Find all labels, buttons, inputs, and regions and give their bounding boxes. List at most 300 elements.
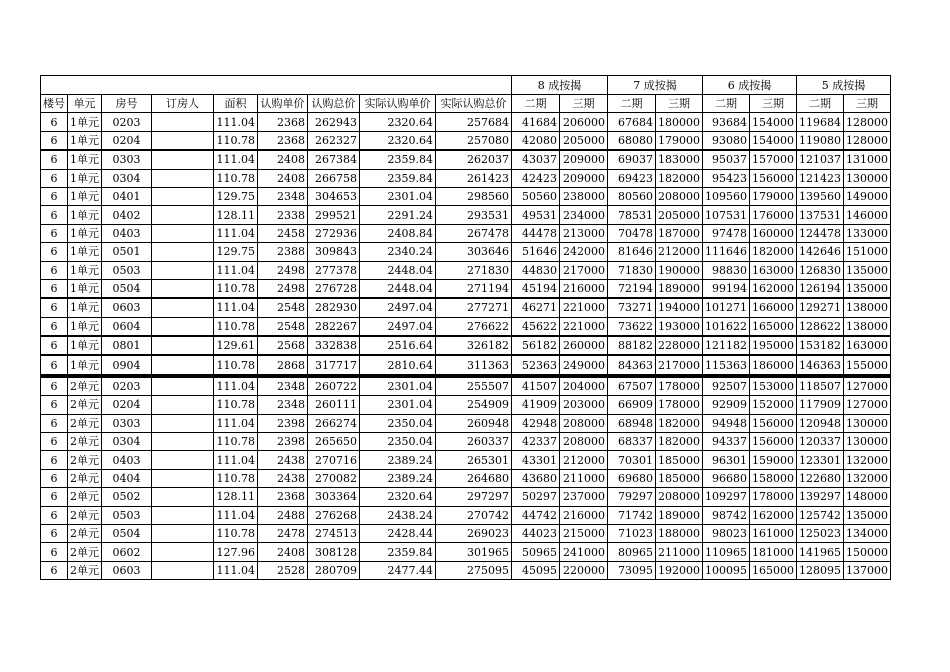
cell-p7-phase3: 188000	[656, 524, 703, 542]
cell-area: 111.04	[214, 298, 258, 317]
cell-p7-phase2: 71830	[608, 261, 656, 279]
cell-p5-phase2: 119684	[797, 113, 844, 131]
cell-p7-phase2: 71742	[608, 506, 656, 524]
cell-room: 0203	[102, 376, 152, 396]
cell-room: 0204	[102, 131, 152, 150]
table-row	[41, 488, 891, 506]
cell-p8-phase2: 41909	[512, 396, 560, 414]
cell-p8-phase2: 41507	[512, 376, 560, 396]
table-row	[41, 279, 891, 298]
cell-p5-phase3: 149000	[844, 187, 891, 205]
cell-p6-phase3: 154000	[750, 131, 797, 150]
cell-p5-phase2: 124478	[797, 224, 844, 242]
cell-p7-phase2: 69037	[608, 150, 656, 169]
cell-actual-unit-price: 2301.04	[360, 396, 436, 414]
cell-p8-phase2: 42337	[512, 433, 560, 451]
cell-p8-phase2: 45622	[512, 317, 560, 336]
cell-unit-price: 2368	[258, 131, 308, 150]
cell-building: 6	[41, 243, 68, 261]
header-phase2: 二期	[797, 95, 844, 113]
cell-p6-phase3: 157000	[750, 150, 797, 169]
cell-room: 0502	[102, 488, 152, 506]
cell-actual-total-price: 261423	[436, 169, 512, 187]
cell-actual-total-price: 311363	[436, 355, 512, 375]
cell-buyer	[152, 298, 214, 317]
cell-building: 6	[41, 336, 68, 355]
cell-p8-phase2: 46271	[512, 298, 560, 317]
cell-area: 110.78	[214, 317, 258, 336]
cell-room: 0204	[102, 396, 152, 414]
cell-p5-phase2: 126830	[797, 261, 844, 279]
cell-unit: 2单元	[68, 433, 102, 451]
cell-unit-price: 2488	[258, 506, 308, 524]
cell-p6-phase3: 165000	[750, 317, 797, 336]
cell-p6-phase2: 93080	[703, 131, 750, 150]
cell-buyer	[152, 469, 214, 487]
cell-p5-phase3: 135000	[844, 279, 891, 298]
cell-buyer	[152, 524, 214, 542]
cell-p8-phase2: 44830	[512, 261, 560, 279]
cell-unit: 2单元	[68, 469, 102, 487]
cell-actual-unit-price: 2301.04	[360, 187, 436, 205]
cell-unit-price: 2438	[258, 469, 308, 487]
cell-p5-phase3: 146000	[844, 206, 891, 224]
cell-p5-phase3: 148000	[844, 488, 891, 506]
cell-unit-price: 2348	[258, 396, 308, 414]
cell-unit: 1单元	[68, 187, 102, 205]
cell-area: 129.75	[214, 243, 258, 261]
cell-area: 129.61	[214, 336, 258, 355]
cell-actual-total-price: 298560	[436, 187, 512, 205]
header-phase3: 三期	[750, 95, 797, 113]
cell-p7-phase3: 178000	[656, 396, 703, 414]
cell-p6-phase3: 156000	[750, 414, 797, 432]
cell-unit: 1单元	[68, 336, 102, 355]
cell-room: 0603	[102, 298, 152, 317]
cell-p7-phase3: 187000	[656, 224, 703, 242]
cell-unit-price: 2408	[258, 543, 308, 561]
header-phase3: 三期	[560, 95, 608, 113]
cell-unit: 1单元	[68, 169, 102, 187]
cell-buyer	[152, 243, 214, 261]
cell-p6-phase3: 152000	[750, 396, 797, 414]
cell-unit-price: 2408	[258, 150, 308, 169]
cell-p6-phase3: 181000	[750, 543, 797, 561]
group-header-5: 5 成按揭	[797, 76, 891, 95]
cell-p7-phase3: 182000	[656, 414, 703, 432]
cell-p8-phase2: 43680	[512, 469, 560, 487]
cell-total-price: 309843	[308, 243, 360, 261]
cell-p7-phase2: 84363	[608, 355, 656, 375]
cell-p7-phase3: 183000	[656, 150, 703, 169]
cell-buyer	[152, 433, 214, 451]
cell-building: 6	[41, 261, 68, 279]
cell-p7-phase2: 79297	[608, 488, 656, 506]
cell-p5-phase3: 127000	[844, 376, 891, 396]
cell-p6-phase2: 107531	[703, 206, 750, 224]
cell-p7-phase3: 189000	[656, 279, 703, 298]
header-area: 面积	[214, 95, 258, 113]
cell-p6-phase2: 95423	[703, 169, 750, 187]
table-row	[41, 224, 891, 242]
cell-p5-phase2: 137531	[797, 206, 844, 224]
cell-p6-phase2: 96301	[703, 451, 750, 469]
group-header-7: 7 成按揭	[608, 76, 703, 95]
cell-total-price: 272936	[308, 224, 360, 242]
cell-unit-price: 2398	[258, 433, 308, 451]
cell-total-price: 299521	[308, 206, 360, 224]
cell-unit-price: 2408	[258, 169, 308, 187]
cell-actual-unit-price: 2320.64	[360, 113, 436, 131]
cell-p8-phase2: 44023	[512, 524, 560, 542]
cell-total-price: 274513	[308, 524, 360, 542]
cell-p5-phase2: 118507	[797, 376, 844, 396]
cell-p7-phase3: 208000	[656, 488, 703, 506]
header-buyer: 订房人	[152, 95, 214, 113]
cell-p7-phase2: 73622	[608, 317, 656, 336]
cell-total-price: 332838	[308, 336, 360, 355]
cell-actual-unit-price: 2359.84	[360, 169, 436, 187]
cell-p8-phase3: 204000	[560, 376, 608, 396]
cell-room: 0403	[102, 451, 152, 469]
cell-actual-unit-price: 2350.04	[360, 433, 436, 451]
cell-p7-phase2: 69423	[608, 169, 656, 187]
cell-total-price: 260111	[308, 396, 360, 414]
cell-building: 6	[41, 396, 68, 414]
cell-p7-phase3: 193000	[656, 317, 703, 336]
group-header-row	[41, 76, 891, 95]
cell-actual-total-price: 271830	[436, 261, 512, 279]
cell-unit: 1单元	[68, 206, 102, 224]
cell-total-price: 266274	[308, 414, 360, 432]
cell-p8-phase2: 56182	[512, 336, 560, 355]
cell-buyer	[152, 187, 214, 205]
column-header-row	[41, 95, 891, 113]
cell-p5-phase2: 125742	[797, 506, 844, 524]
cell-area: 110.78	[214, 355, 258, 375]
cell-p7-phase2: 70478	[608, 224, 656, 242]
cell-total-price: 282930	[308, 298, 360, 317]
house-price-table	[40, 75, 891, 580]
cell-p6-phase2: 99194	[703, 279, 750, 298]
cell-p7-phase3: 182000	[656, 433, 703, 451]
blank-header-cell	[41, 76, 512, 95]
header-building: 楼号	[41, 95, 68, 113]
cell-building: 6	[41, 506, 68, 524]
table-row	[41, 433, 891, 451]
cell-p5-phase2: 129271	[797, 298, 844, 317]
cell-p5-phase3: 163000	[844, 336, 891, 355]
cell-p5-phase3: 137000	[844, 561, 891, 579]
cell-unit: 2单元	[68, 396, 102, 414]
cell-building: 6	[41, 169, 68, 187]
table-row	[41, 336, 891, 355]
cell-p6-phase2: 110965	[703, 543, 750, 561]
cell-room: 0402	[102, 206, 152, 224]
cell-total-price: 270082	[308, 469, 360, 487]
cell-buyer	[152, 150, 214, 169]
cell-p8-phase3: 212000	[560, 451, 608, 469]
cell-actual-total-price: 267478	[436, 224, 512, 242]
cell-p7-phase2: 68080	[608, 131, 656, 150]
cell-p8-phase2: 49531	[512, 206, 560, 224]
cell-unit-price: 2498	[258, 279, 308, 298]
cell-actual-total-price: 260948	[436, 414, 512, 432]
cell-p7-phase2: 81646	[608, 243, 656, 261]
cell-actual-total-price: 293531	[436, 206, 512, 224]
cell-actual-unit-price: 2389.24	[360, 469, 436, 487]
cell-buyer	[152, 543, 214, 561]
cell-p7-phase3: 194000	[656, 298, 703, 317]
table-row	[41, 317, 891, 336]
cell-building: 6	[41, 376, 68, 396]
cell-p5-phase3: 135000	[844, 506, 891, 524]
cell-buyer	[152, 561, 214, 579]
cell-building: 6	[41, 451, 68, 469]
header-unit: 单元	[68, 95, 102, 113]
cell-p6-phase2: 92507	[703, 376, 750, 396]
cell-p6-phase2: 121182	[703, 336, 750, 355]
cell-p6-phase2: 109560	[703, 187, 750, 205]
cell-p6-phase3: 178000	[750, 488, 797, 506]
cell-actual-unit-price: 2477.44	[360, 561, 436, 579]
cell-unit: 1单元	[68, 261, 102, 279]
cell-building: 6	[41, 279, 68, 298]
cell-actual-total-price: 303646	[436, 243, 512, 261]
cell-p5-phase3: 155000	[844, 355, 891, 375]
cell-p7-phase2: 66909	[608, 396, 656, 414]
cell-p6-phase3: 153000	[750, 376, 797, 396]
cell-actual-total-price: 277271	[436, 298, 512, 317]
cell-p8-phase3: 241000	[560, 543, 608, 561]
cell-p6-phase2: 101622	[703, 317, 750, 336]
cell-p8-phase3: 220000	[560, 561, 608, 579]
cell-actual-unit-price: 2448.04	[360, 279, 436, 298]
header-actual-unit-price: 实际认购单价	[360, 95, 436, 113]
cell-p6-phase2: 98023	[703, 524, 750, 542]
table-row	[41, 113, 891, 131]
cell-unit-price: 2498	[258, 261, 308, 279]
cell-total-price: 317717	[308, 355, 360, 375]
cell-p8-phase3: 216000	[560, 506, 608, 524]
cell-room: 0503	[102, 261, 152, 279]
cell-area: 110.78	[214, 469, 258, 487]
cell-p7-phase2: 73095	[608, 561, 656, 579]
cell-p7-phase3: 190000	[656, 261, 703, 279]
cell-buyer	[152, 355, 214, 375]
cell-p8-phase2: 44742	[512, 506, 560, 524]
cell-room: 0603	[102, 561, 152, 579]
cell-p6-phase3: 165000	[750, 561, 797, 579]
cell-actual-total-price: 265301	[436, 451, 512, 469]
header-total-price: 认购总价	[308, 95, 360, 113]
cell-p5-phase3: 134000	[844, 524, 891, 542]
cell-buyer	[152, 376, 214, 396]
table-row	[41, 506, 891, 524]
cell-actual-unit-price: 2428.44	[360, 524, 436, 542]
cell-p6-phase2: 94337	[703, 433, 750, 451]
cell-total-price: 276268	[308, 506, 360, 524]
cell-room: 0504	[102, 524, 152, 542]
cell-p6-phase2: 98742	[703, 506, 750, 524]
cell-p6-phase2: 92909	[703, 396, 750, 414]
cell-actual-total-price: 255507	[436, 376, 512, 396]
cell-room: 0504	[102, 279, 152, 298]
cell-buyer	[152, 317, 214, 336]
cell-area: 111.04	[214, 451, 258, 469]
cell-room: 0401	[102, 187, 152, 205]
cell-building: 6	[41, 187, 68, 205]
cell-actual-unit-price: 2340.24	[360, 243, 436, 261]
cell-p8-phase3: 215000	[560, 524, 608, 542]
cell-p6-phase3: 156000	[750, 433, 797, 451]
cell-p5-phase2: 123301	[797, 451, 844, 469]
table-row	[41, 469, 891, 487]
cell-p8-phase3: 242000	[560, 243, 608, 261]
cell-actual-total-price: 269023	[436, 524, 512, 542]
cell-building: 6	[41, 224, 68, 242]
header-phase2: 二期	[608, 95, 656, 113]
cell-unit-price: 2548	[258, 298, 308, 317]
cell-actual-unit-price: 2810.64	[360, 355, 436, 375]
cell-p5-phase3: 131000	[844, 150, 891, 169]
cell-p8-phase2: 42423	[512, 169, 560, 187]
cell-total-price: 277378	[308, 261, 360, 279]
cell-unit: 1单元	[68, 243, 102, 261]
cell-p5-phase2: 121037	[797, 150, 844, 169]
table-row	[41, 206, 891, 224]
group-header-6: 6 成按揭	[703, 76, 797, 95]
cell-unit-price: 2478	[258, 524, 308, 542]
cell-p6-phase2: 115363	[703, 355, 750, 375]
cell-p5-phase3: 130000	[844, 433, 891, 451]
cell-actual-unit-price: 2350.04	[360, 414, 436, 432]
cell-building: 6	[41, 561, 68, 579]
cell-p6-phase2: 98830	[703, 261, 750, 279]
cell-p7-phase2: 67507	[608, 376, 656, 396]
cell-actual-unit-price: 2438.24	[360, 506, 436, 524]
cell-area: 129.75	[214, 187, 258, 205]
cell-p8-phase3: 206000	[560, 113, 608, 131]
header-phase2: 二期	[703, 95, 750, 113]
cell-p8-phase3: 209000	[560, 169, 608, 187]
table-row	[41, 524, 891, 542]
cell-building: 6	[41, 488, 68, 506]
cell-building: 6	[41, 317, 68, 336]
cell-buyer	[152, 224, 214, 242]
cell-total-price: 276728	[308, 279, 360, 298]
cell-p5-phase2: 126194	[797, 279, 844, 298]
cell-p5-phase3: 128000	[844, 113, 891, 131]
cell-p8-phase3: 238000	[560, 187, 608, 205]
cell-unit: 2单元	[68, 488, 102, 506]
cell-actual-unit-price: 2301.04	[360, 376, 436, 396]
cell-room: 0303	[102, 414, 152, 432]
cell-actual-unit-price: 2448.04	[360, 261, 436, 279]
cell-unit-price: 2568	[258, 336, 308, 355]
cell-buyer	[152, 206, 214, 224]
cell-p8-phase2: 43301	[512, 451, 560, 469]
cell-p6-phase3: 186000	[750, 355, 797, 375]
cell-p7-phase2: 73271	[608, 298, 656, 317]
cell-unit: 1单元	[68, 279, 102, 298]
header-phase3: 三期	[656, 95, 703, 113]
cell-unit: 1单元	[68, 150, 102, 169]
cell-p7-phase2: 69680	[608, 469, 656, 487]
cell-unit: 2单元	[68, 376, 102, 396]
cell-actual-total-price: 297297	[436, 488, 512, 506]
cell-total-price: 270716	[308, 451, 360, 469]
cell-p7-phase3: 212000	[656, 243, 703, 261]
table-row	[41, 543, 891, 561]
cell-actual-total-price: 326182	[436, 336, 512, 355]
cell-unit: 1单元	[68, 131, 102, 150]
cell-p5-phase3: 135000	[844, 261, 891, 279]
cell-actual-unit-price: 2359.84	[360, 150, 436, 169]
cell-unit: 2单元	[68, 561, 102, 579]
cell-p7-phase3: 182000	[656, 169, 703, 187]
cell-p5-phase3: 128000	[844, 131, 891, 150]
cell-buyer	[152, 414, 214, 432]
cell-p7-phase3: 189000	[656, 506, 703, 524]
cell-total-price: 267384	[308, 150, 360, 169]
cell-room: 0503	[102, 506, 152, 524]
cell-p5-phase3: 130000	[844, 414, 891, 432]
cell-unit: 2单元	[68, 524, 102, 542]
cell-room: 0604	[102, 317, 152, 336]
cell-p5-phase2: 120337	[797, 433, 844, 451]
cell-building: 6	[41, 298, 68, 317]
cell-p6-phase2: 101271	[703, 298, 750, 317]
cell-area: 128.11	[214, 206, 258, 224]
cell-area: 110.78	[214, 279, 258, 298]
cell-p5-phase2: 122680	[797, 469, 844, 487]
cell-room: 0403	[102, 224, 152, 242]
cell-area: 110.78	[214, 396, 258, 414]
cell-p6-phase2: 96680	[703, 469, 750, 487]
cell-p5-phase2: 128095	[797, 561, 844, 579]
cell-actual-total-price: 264680	[436, 469, 512, 487]
cell-total-price: 303364	[308, 488, 360, 506]
cell-p5-phase2: 119080	[797, 131, 844, 150]
cell-area: 110.78	[214, 169, 258, 187]
cell-p7-phase2: 70301	[608, 451, 656, 469]
cell-p7-phase3: 185000	[656, 469, 703, 487]
cell-p6-phase3: 195000	[750, 336, 797, 355]
cell-p7-phase3: 217000	[656, 355, 703, 375]
cell-actual-total-price: 270742	[436, 506, 512, 524]
cell-p5-phase2: 120948	[797, 414, 844, 432]
cell-p7-phase3: 185000	[656, 451, 703, 469]
cell-p8-phase3: 203000	[560, 396, 608, 414]
cell-p8-phase3: 234000	[560, 206, 608, 224]
cell-p8-phase3: 208000	[560, 414, 608, 432]
cell-unit-price: 2348	[258, 187, 308, 205]
cell-p8-phase3: 260000	[560, 336, 608, 355]
cell-unit: 1单元	[68, 113, 102, 131]
cell-area: 111.04	[214, 113, 258, 131]
cell-p8-phase3: 237000	[560, 488, 608, 506]
cell-p5-phase2: 121423	[797, 169, 844, 187]
cell-total-price: 282267	[308, 317, 360, 336]
header-phase3: 三期	[844, 95, 891, 113]
header-room: 房号	[102, 95, 152, 113]
cell-actual-unit-price: 2359.84	[360, 543, 436, 561]
cell-area: 111.04	[214, 561, 258, 579]
cell-building: 6	[41, 131, 68, 150]
cell-unit: 1单元	[68, 317, 102, 336]
table-row	[41, 187, 891, 205]
